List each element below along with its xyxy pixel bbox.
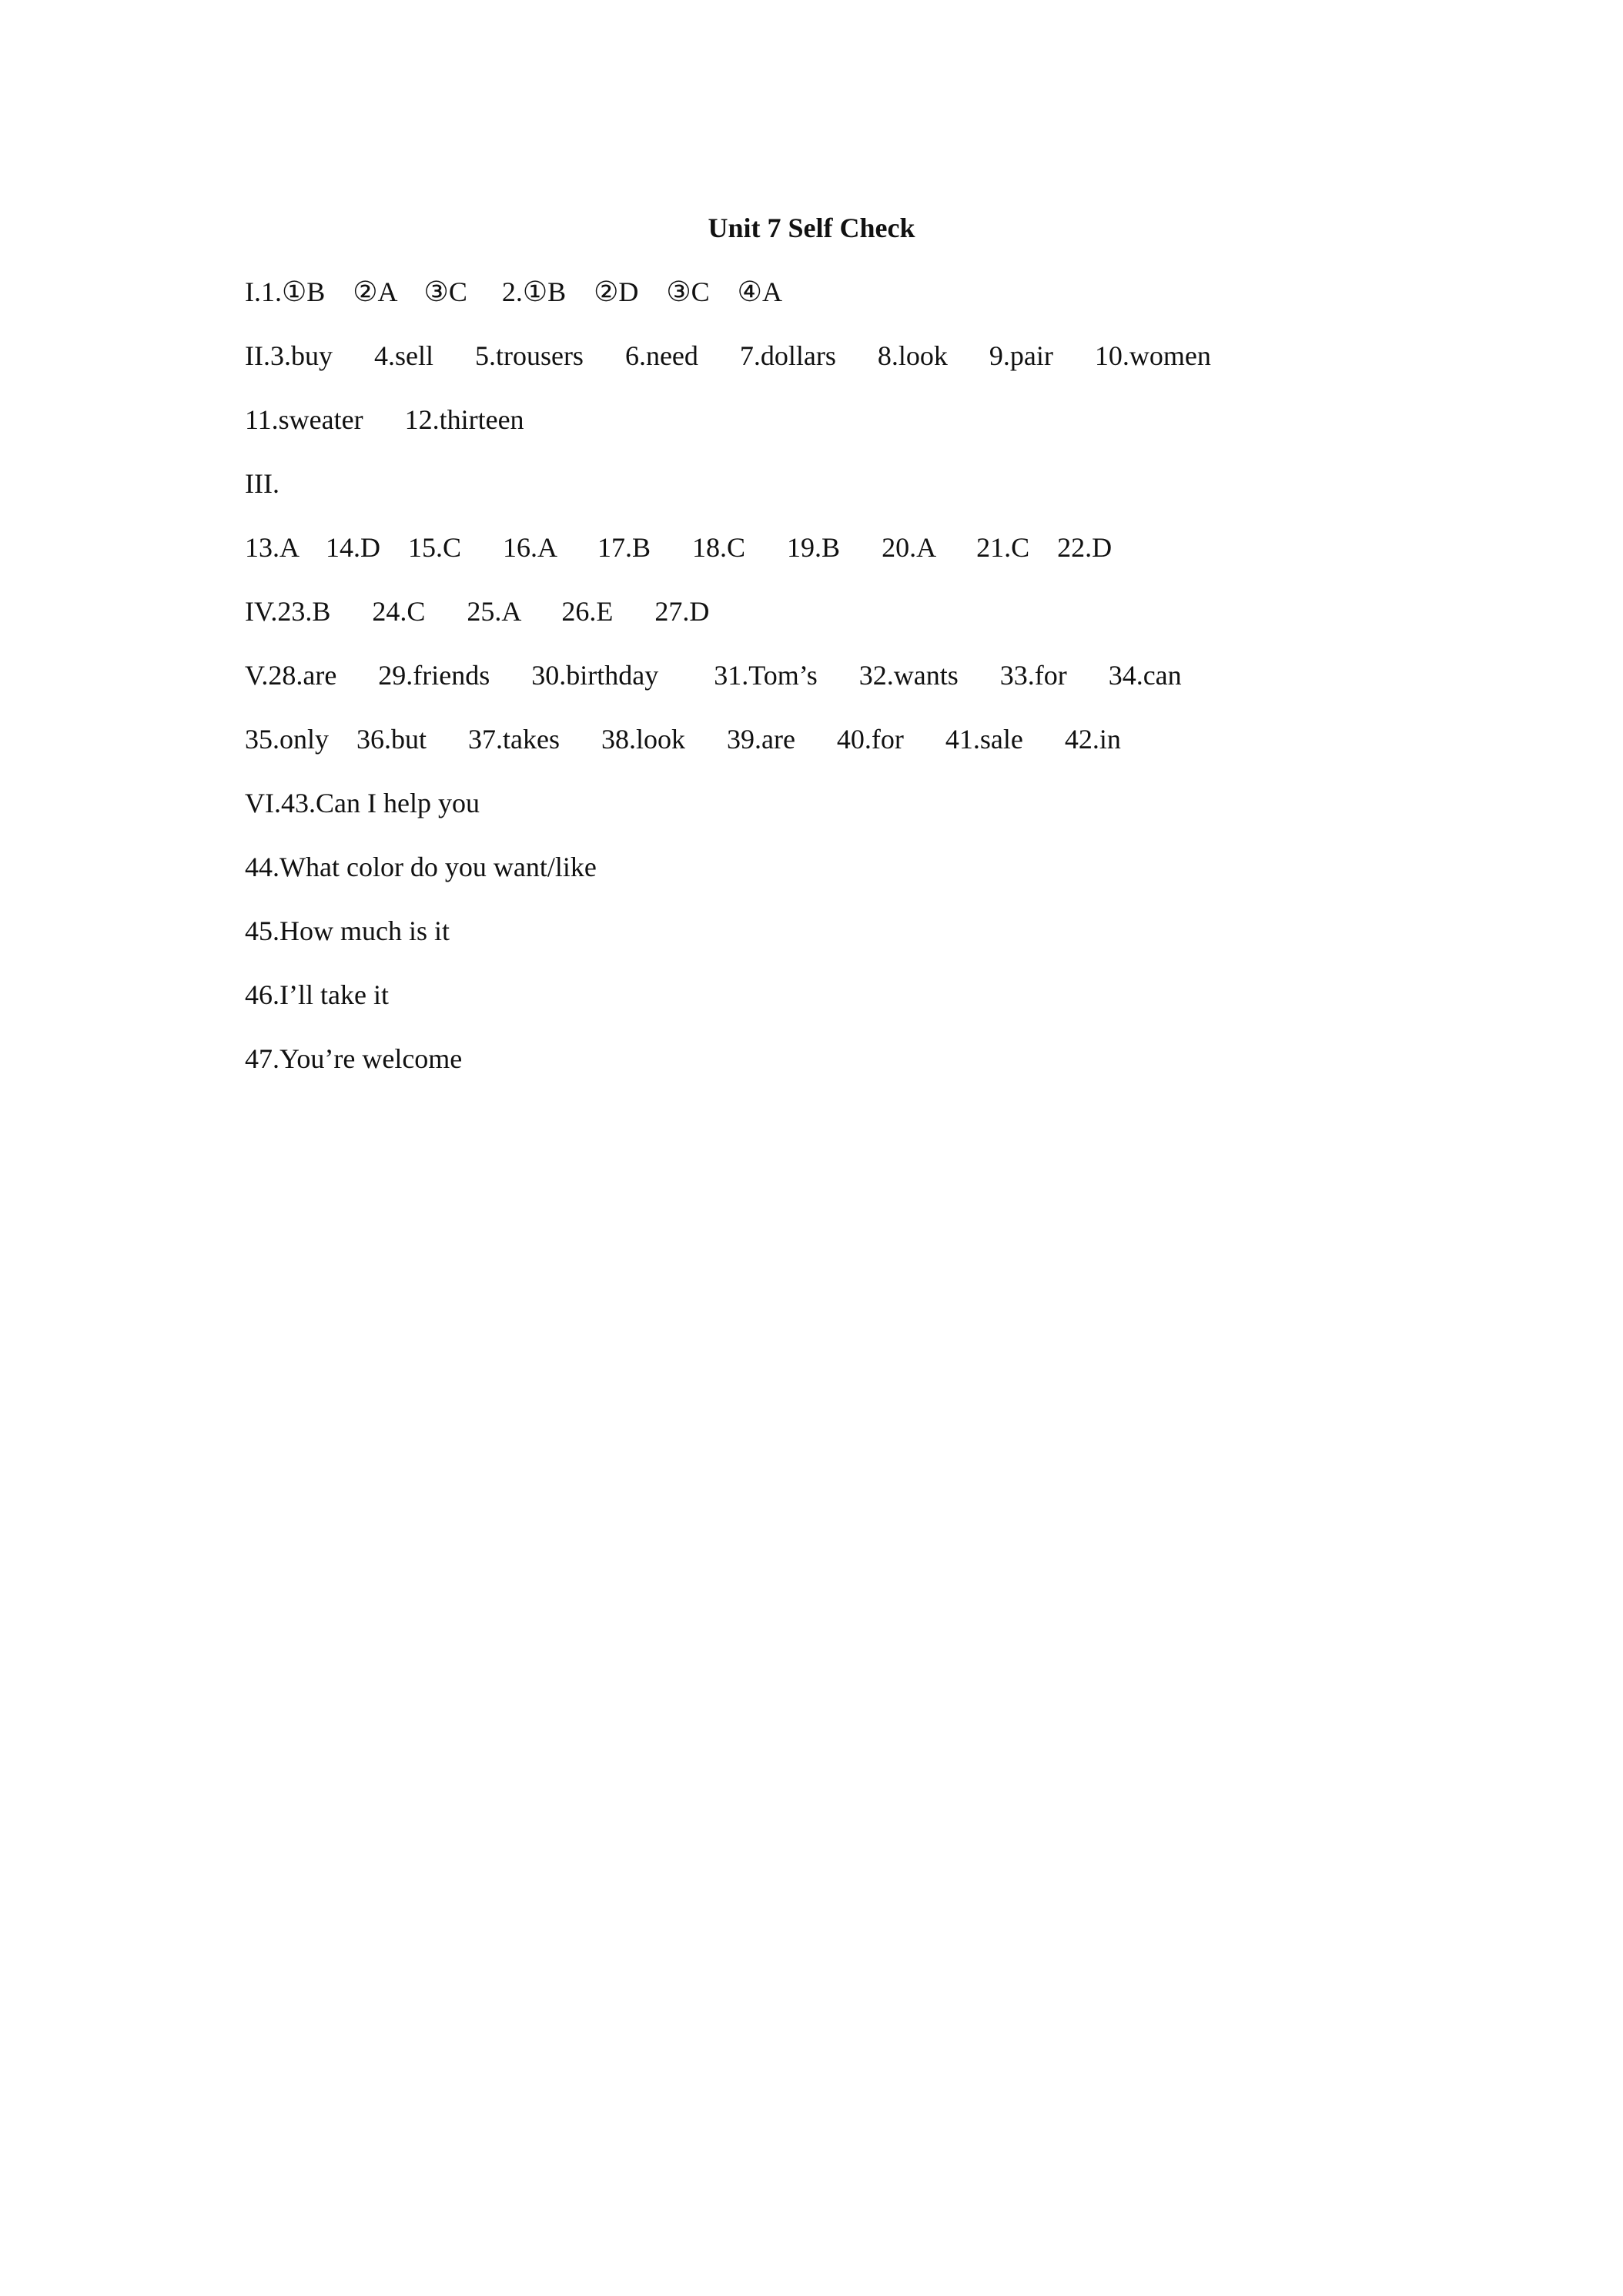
answer-line-section-2-continued: 11.sweater 12.thirteen (245, 404, 524, 435)
page-title: Unit 7 Self Check (708, 213, 915, 243)
answer-line-section-5-continued: 35.only 36.but 37.takes 38.look 39.are 40.for 41.sale 42.in (245, 724, 1121, 755)
answer-line-section-5: V.28.are 29.friends 30.birthday 31.Tom’s 32.wants 33.for 34.can (245, 660, 1182, 691)
answer-line-section-1: I.1.①B ②A ③C 2.①B ②D ③C ④A (245, 276, 782, 307)
answer-line-45: 45.How much is it (245, 915, 450, 946)
section-3-heading: III. (245, 468, 279, 499)
answer-line-46: 46.I’ll take it (245, 979, 389, 1010)
answer-line-section-4: IV.23.B 24.C 25.A 26.E 27.D (245, 596, 710, 627)
answer-line-47: 47.You’re welcome (245, 1043, 463, 1074)
answer-line-section-6: VI.43.Can I help you (245, 788, 480, 818)
answer-line-44: 44.What color do you want/like (245, 852, 597, 882)
answer-line-section-2: II.3.buy 4.sell 5.trousers 6.need 7.dollars 8.look 9.pair 10.women (245, 340, 1211, 371)
answer-line-section-3: 13.A 14.D 15.C 16.A 17.B 18.C 19.B 20.A 21.C 22.D (245, 532, 1113, 563)
